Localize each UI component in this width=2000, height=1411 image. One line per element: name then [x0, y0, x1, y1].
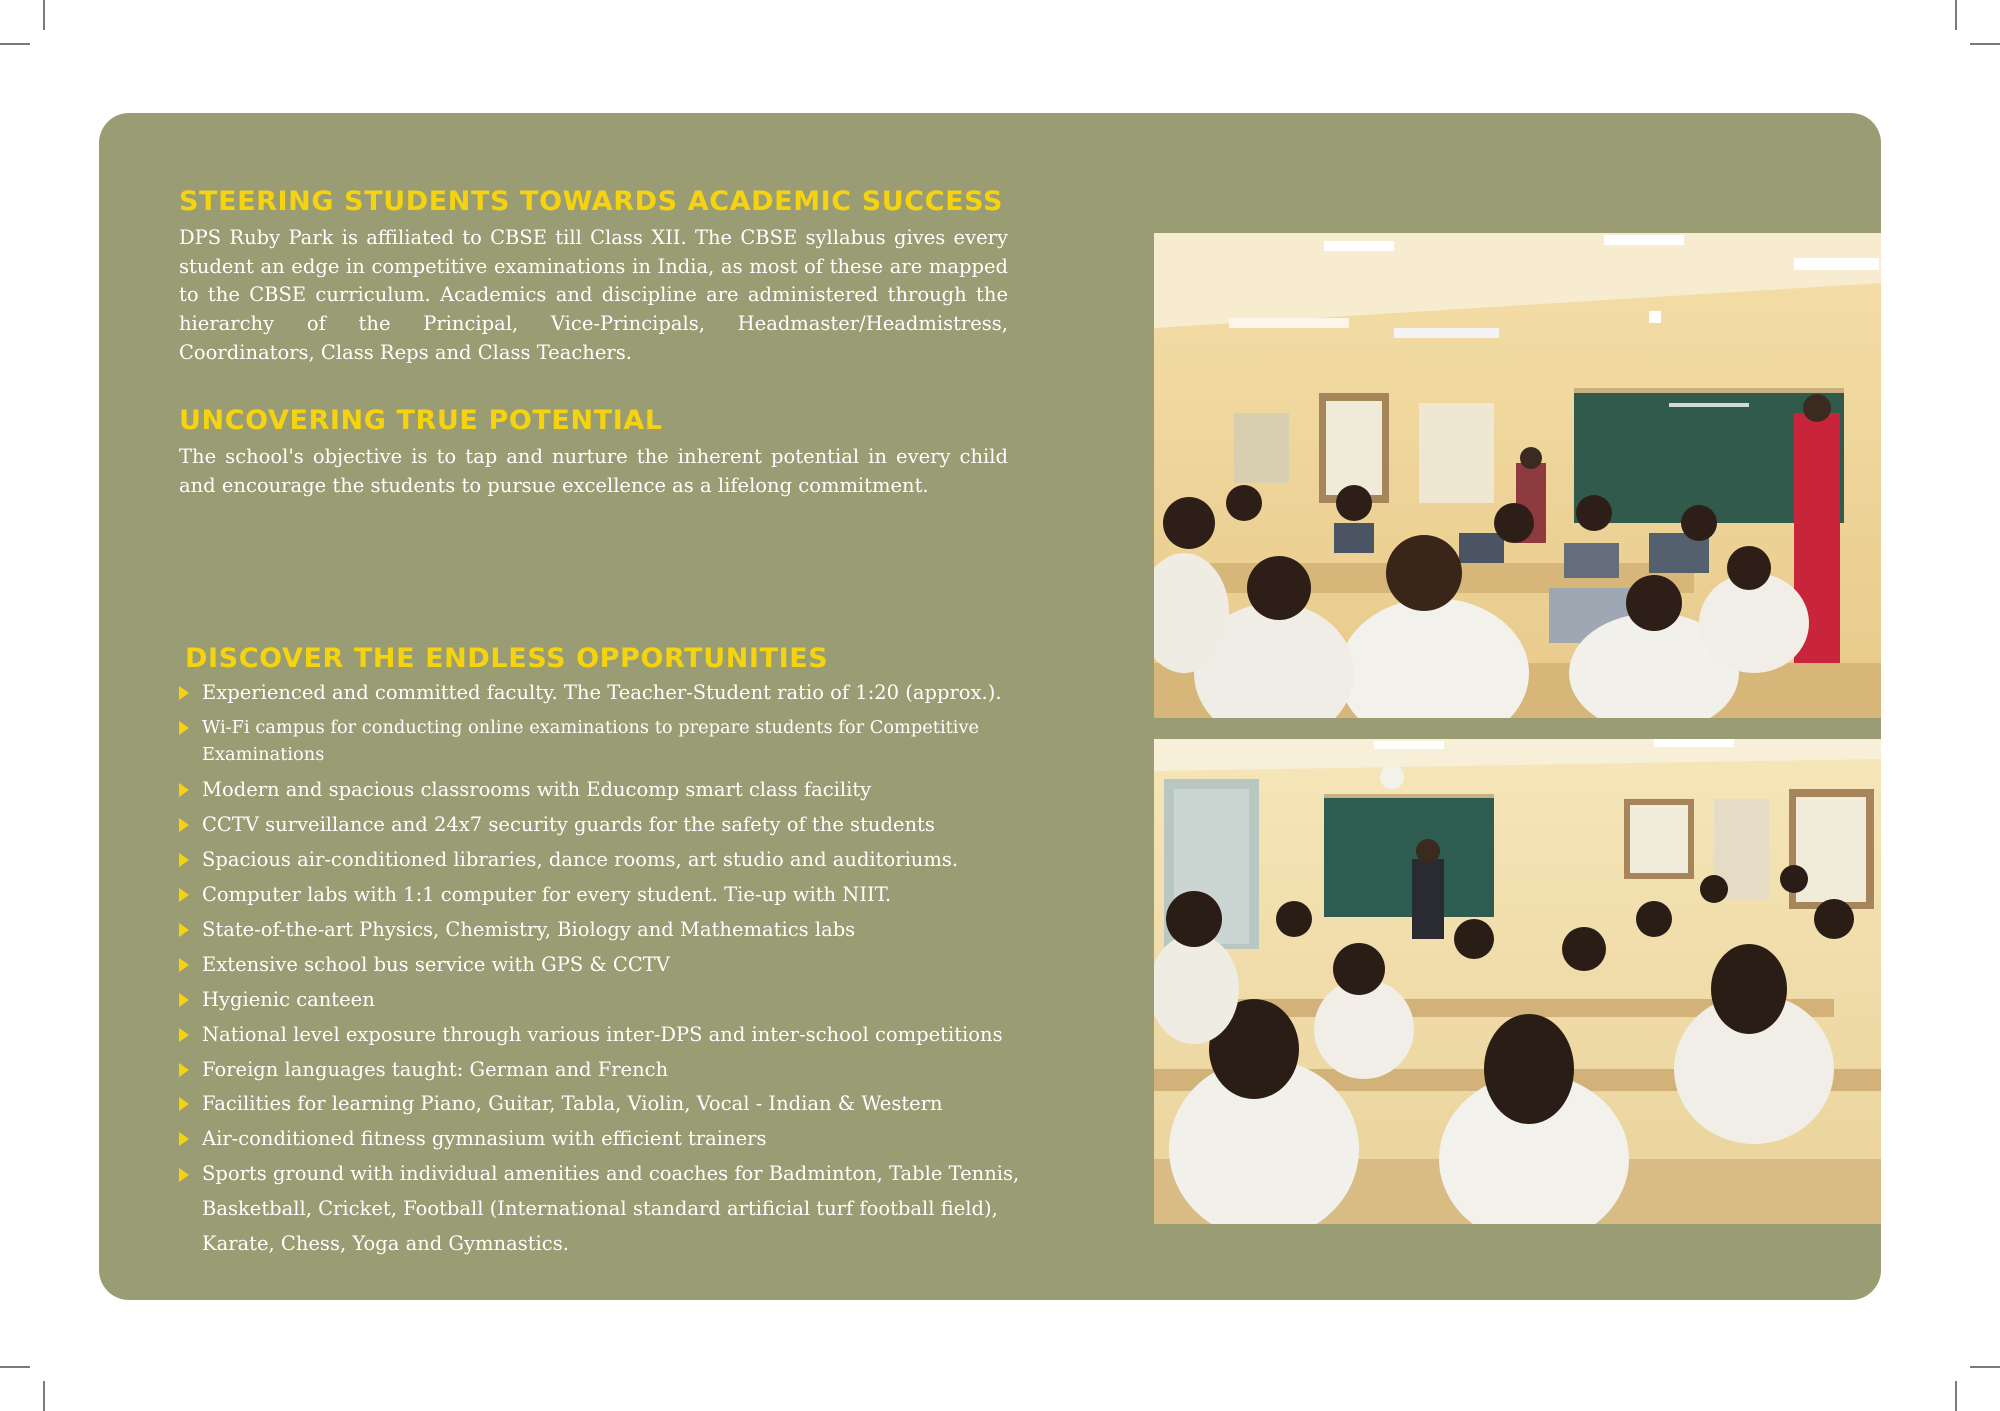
- crop-mark: [1970, 43, 2000, 45]
- bullet-arrow-icon: [179, 1168, 189, 1182]
- list-item: Modern and spacious classrooms with Educomp smart class facility: [179, 776, 1099, 804]
- list-item: Experienced and committed faculty. The Teacher-Student ratio of 1:20 (approx.).: [179, 679, 1099, 707]
- bullet-arrow-icon: [179, 1028, 189, 1042]
- bullet-arrow-icon: [179, 686, 189, 700]
- list-item: Foreign languages taught: German and French: [179, 1056, 1099, 1084]
- list-item: State-of-the-art Physics, Chemistry, Biology and Mathematics labs: [179, 916, 1099, 944]
- crop-mark: [0, 1366, 30, 1368]
- classroom-computer-photo: [1154, 233, 1881, 718]
- bullet-arrow-icon: [179, 853, 189, 867]
- list-item: Computer labs with 1:1 computer for every student. Tie-up with NIIT.: [179, 881, 1099, 909]
- list-item: National level exposure through various inter-DPS and inter-school competitions: [179, 1021, 1099, 1049]
- heading-opportunities: DISCOVER THE ENDLESS OPPORTUNITIES: [185, 643, 829, 674]
- crop-mark: [43, 1381, 45, 1411]
- bullet-arrow-icon: [179, 721, 189, 735]
- bullet-arrow-icon: [179, 818, 189, 832]
- crop-mark: [0, 43, 30, 45]
- heading-true-potential: UNCOVERING TRUE POTENTIAL: [179, 405, 663, 436]
- bullet-arrow-icon: [179, 1063, 189, 1077]
- bullet-arrow-icon: [179, 923, 189, 937]
- list-item: CCTV surveillance and 24x7 security guards for the safety of the students: [179, 811, 1099, 839]
- crop-mark: [1955, 0, 1957, 30]
- crop-mark: [1955, 1381, 1957, 1411]
- opportunities-list: [179, 679, 1099, 1269]
- content-panel: [99, 113, 1881, 1300]
- bullet-arrow-icon: [179, 958, 189, 972]
- true-potential-text: The school's objective is to tap and nurture the inherent potential in every child and encourage the students to pursue excellence as a lifelong commitment.: [179, 445, 1008, 497]
- list-item: Air-conditioned fitness gymnasium with efficient trainers: [179, 1125, 1099, 1153]
- list-item: Spacious air-conditioned libraries, dance rooms, art studio and auditoriums.: [179, 846, 1099, 874]
- crop-mark: [43, 0, 45, 30]
- academic-success-text: DPS Ruby Park is affiliated to CBSE till Class XII. The CBSE syllabus gives every student an edge in competitive examinations in India, as most of these are mapped to the CBSE curriculum. Academics and discipline are administered through the hierarchy of the Principal, Vice-Principals, Headmaster/Headmistress, Coordinators, Class Reps and Class Teachers.: [179, 226, 1008, 364]
- list-item: Sports ground with individual amenities and coaches for Badminton, Table Tennis, Basketball, Cricket, Football (International standard artificial turf football field), Karate, Chess, Yoga and Gymnastics.: [179, 1157, 1032, 1261]
- bullet-arrow-icon: [179, 783, 189, 797]
- list-item: Wi-Fi campus for conducting online examinations to prepare students for Competitive Examinations: [179, 714, 1099, 769]
- list-item: Hygienic canteen: [179, 986, 1099, 1014]
- bullet-arrow-icon: [179, 888, 189, 902]
- list-item: Extensive school bus service with GPS & CCTV: [179, 951, 1099, 979]
- list-item: Facilities for learning Piano, Guitar, Tabla, Violin, Vocal - Indian & Western: [179, 1090, 1099, 1118]
- bullet-arrow-icon: [179, 1132, 189, 1146]
- classroom-lecture-photo: [1154, 739, 1881, 1224]
- crop-mark: [1970, 1366, 2000, 1368]
- heading-academic-success: STEERING STUDENTS TOWARDS ACADEMIC SUCCESS: [179, 186, 1004, 217]
- bullet-arrow-icon: [179, 993, 189, 1007]
- bullet-arrow-icon: [179, 1097, 189, 1111]
